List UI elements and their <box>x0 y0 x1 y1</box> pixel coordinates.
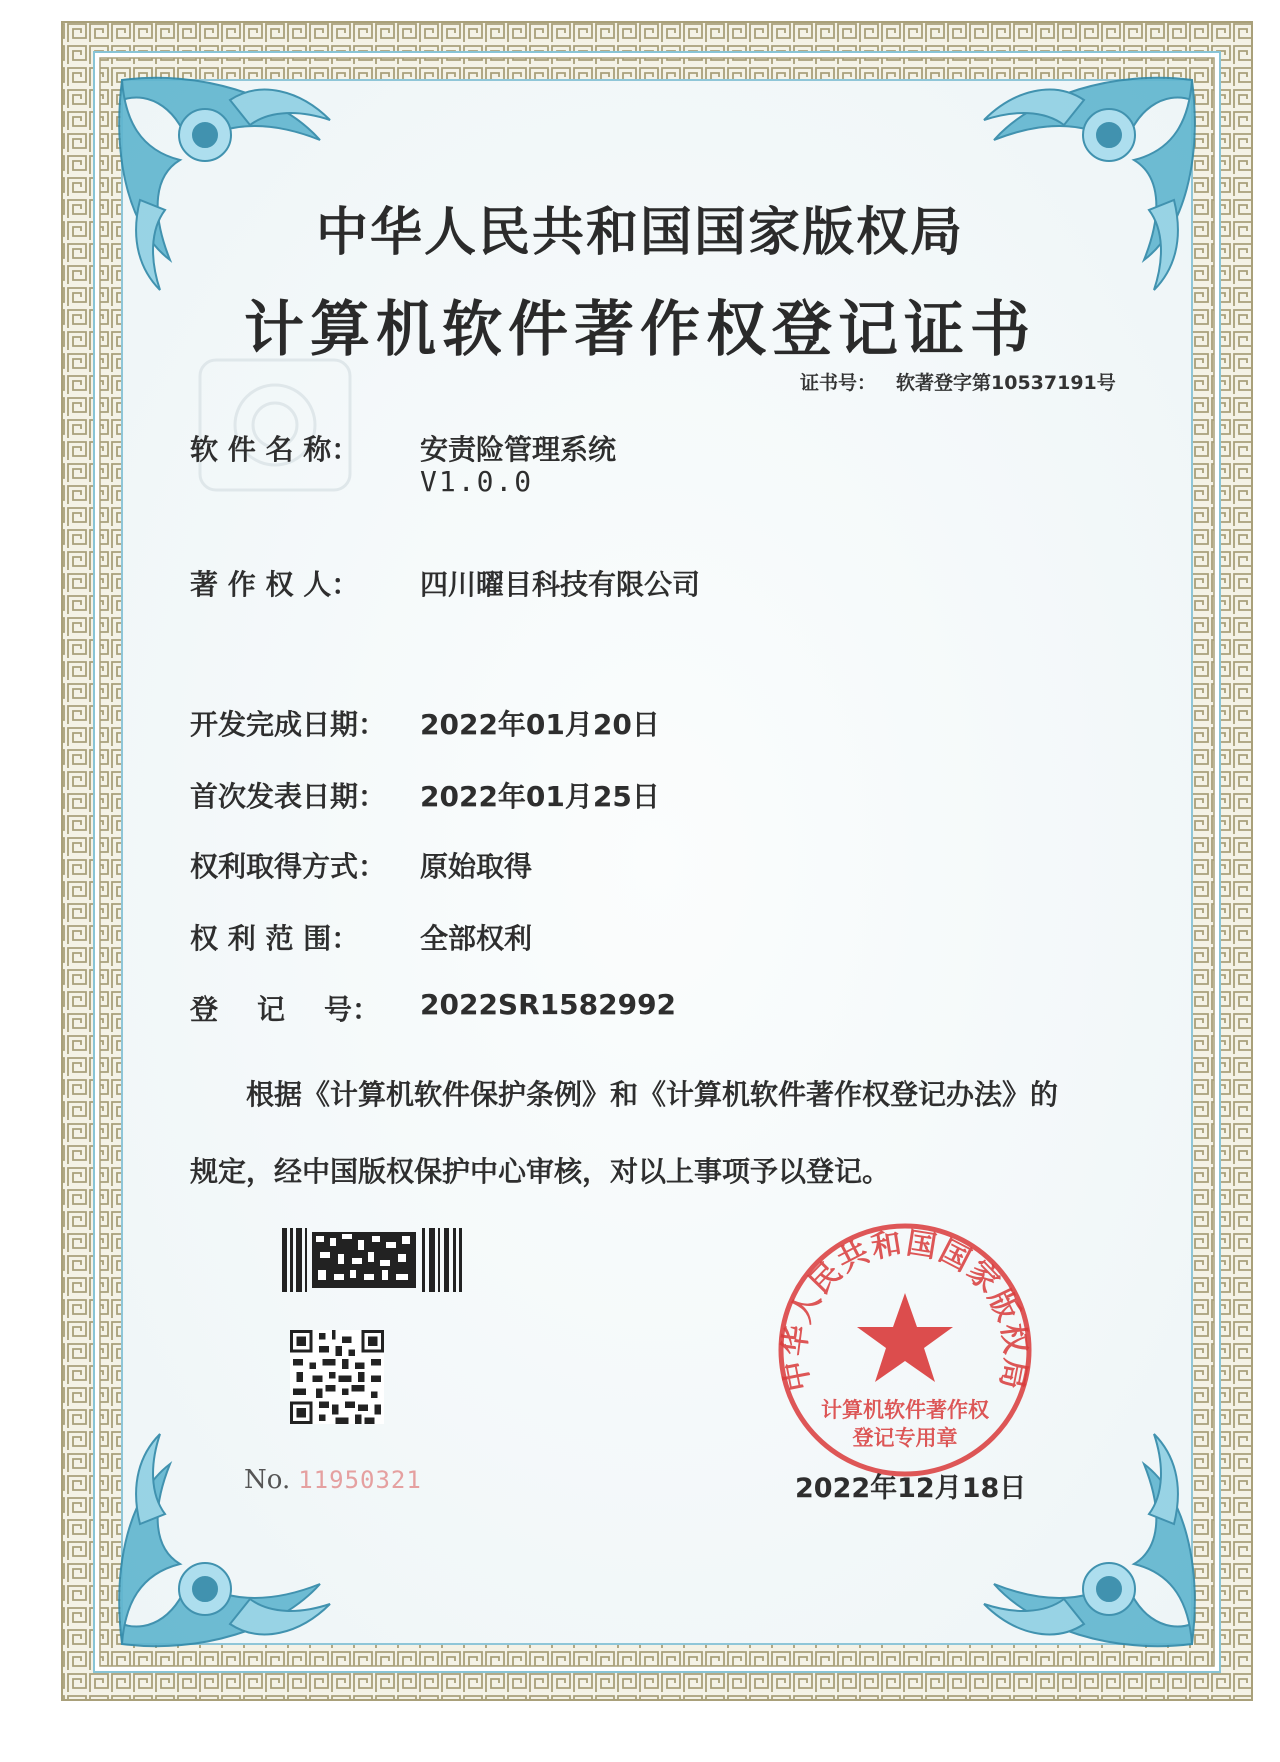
serial-prefix: No. <box>244 1465 291 1495</box>
software-name-label: 软 件 名 称： <box>190 433 360 466</box>
certificate-title: 计算机软件著作权登记证书 <box>244 295 1036 365</box>
acquisition-method-value: 原始取得 <box>420 850 533 883</box>
official-seal <box>770 1215 1040 1485</box>
declaration-line-1: 根据《计算机软件保护条例》和《计算机软件著作权登记办法》的 <box>246 1078 1059 1111</box>
declaration-line-2: 规定，经中国版权保护中心审核，对以上事项予以登记。 <box>190 1155 891 1188</box>
seal-inner-line-2: 登记专用章 <box>852 1426 958 1450</box>
registration-number-value: 2022SR1582992 <box>420 988 677 1021</box>
barcode-image <box>282 1228 462 1292</box>
registration-number-label: 登 记 号： <box>190 993 380 1026</box>
software-name-value: 安责险管理系统 <box>420 433 617 466</box>
issue-date: 2022年12月18日 <box>795 1473 1027 1504</box>
copyright-owner-value: 四川曜目科技有限公司 <box>420 568 701 601</box>
acquisition-method-label: 权利取得方式： <box>190 850 387 883</box>
software-version: V1.0.0 <box>420 465 534 498</box>
publish-date-label: 首次发表日期： <box>190 780 387 813</box>
seal-outer-text: 中华人民共和国国家版权局 <box>776 1225 1034 1394</box>
serial-number-value: 11950321 <box>298 1466 422 1494</box>
copyright-owner-label: 著 作 权 人： <box>190 568 360 601</box>
seal-star-icon <box>857 1293 953 1382</box>
seal-inner-line-1: 计算机软件著作权 <box>821 1398 989 1422</box>
rights-scope-value: 全部权利 <box>420 922 533 955</box>
serial-number <box>244 1465 422 1495</box>
rights-scope-label: 权 利 范 围： <box>190 922 360 955</box>
certificate-number-label: 证书号： <box>800 372 877 394</box>
completion-date-value: 2022年01月20日 <box>420 708 660 741</box>
certificate-number-value: 软著登字第10537191号 <box>896 372 1116 394</box>
qr-code-image <box>290 1330 384 1424</box>
completion-date-label: 开发完成日期： <box>190 708 387 741</box>
publish-date-value: 2022年01月25日 <box>420 780 660 813</box>
issuing-organization: 中华人民共和国国家版权局 <box>315 203 964 263</box>
certificate-number <box>800 368 1116 395</box>
